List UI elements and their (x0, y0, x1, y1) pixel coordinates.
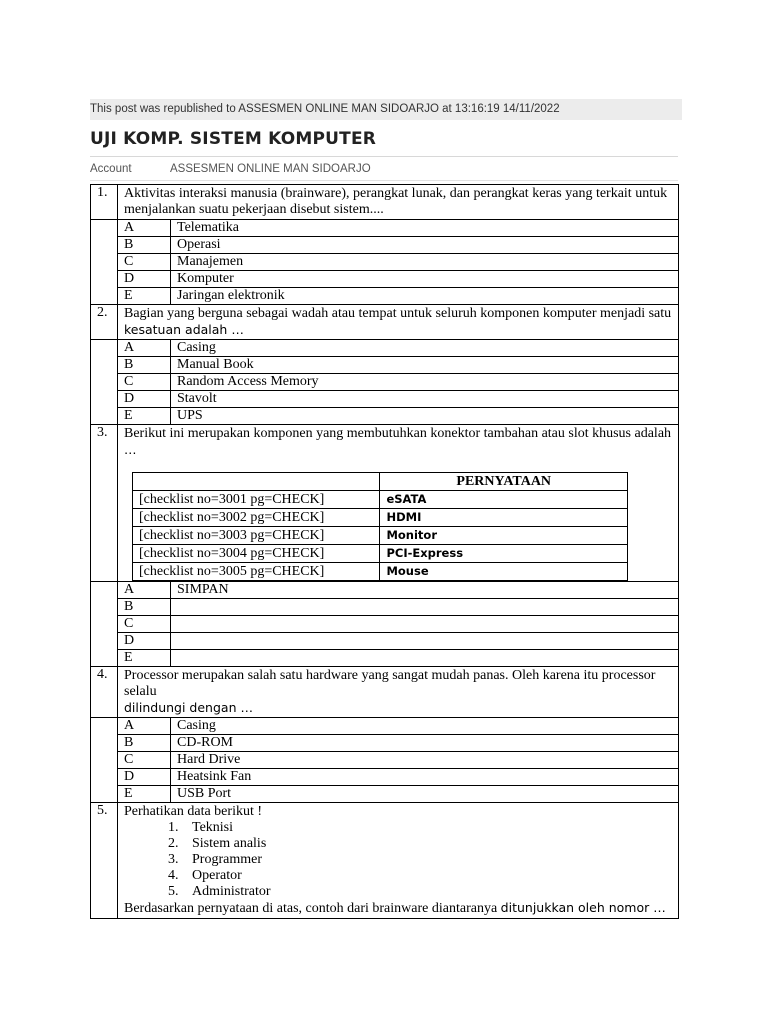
question-table (90, 184, 679, 919)
checklist-cell[interactable]: [checklist no=3004 pg=CHECK] (133, 545, 380, 563)
question-footer-text: Berdasarkan pernyataan di atas, contoh dari brainware diantaranya (124, 901, 498, 916)
option-row (91, 735, 679, 752)
question-number: 1. (91, 185, 118, 220)
question-row (91, 425, 679, 582)
list-text: Administrator (192, 884, 271, 899)
option-text (171, 616, 679, 633)
option-letter: C (118, 616, 171, 633)
statement-cell: PCI-Express (380, 545, 628, 563)
option-text: Manual Book (171, 357, 679, 374)
option-row (91, 357, 679, 374)
option-letter: A (118, 582, 171, 599)
option-row (91, 288, 679, 305)
question-number: 2. (91, 305, 118, 340)
statement-cell: Monitor (380, 527, 628, 545)
statement-header: PERNYATAAN (380, 473, 628, 491)
option-text: Casing (171, 340, 679, 357)
option-letter: B (118, 357, 171, 374)
option-text (171, 650, 679, 667)
list-number: 1. (168, 820, 179, 835)
divider (90, 156, 678, 157)
divider (90, 180, 678, 181)
option-letter: C (118, 752, 171, 769)
question-text: Aktivitas interaksi manusia (brainware), perangkat lunak, dan perangkat keras yang terkait untuk menjalankan suatu pekerjaan disebut sistem.... (118, 185, 679, 220)
statement-row (133, 527, 628, 545)
option-row (91, 391, 679, 408)
number-spacer (91, 582, 118, 667)
option-letter: A (118, 718, 171, 735)
option-letter: E (118, 408, 171, 425)
option-text: Casing (171, 718, 679, 735)
republish-banner-text: This post was republished to ASSESMEN ONLINE MAN SIDOARJO at 13:16:19 14/11/2022 (90, 103, 560, 115)
question-row (91, 185, 679, 220)
option-row (91, 271, 679, 288)
header-empty-cell (133, 473, 380, 491)
list-number: 5. (168, 884, 179, 899)
option-letter: C (118, 254, 171, 271)
option-letter: D (118, 633, 171, 650)
option-text: CD-ROM (171, 735, 679, 752)
option-row (91, 786, 679, 803)
statement-cell: HDMI (380, 509, 628, 527)
option-text: USB Port (171, 786, 679, 803)
option-text: Random Access Memory (171, 374, 679, 391)
question-cell (118, 803, 679, 919)
question-text: Bagian yang berguna sebagai wadah atau tempat untuk seluruh komponen komputer menjadi satu (124, 306, 672, 321)
question-row (91, 667, 679, 718)
list-item (168, 884, 672, 900)
list-text: Programmer (192, 852, 262, 867)
number-spacer (91, 220, 118, 305)
option-row (91, 718, 679, 735)
question-number: 4. (91, 667, 118, 718)
question-text-tail: dilindungi dengan … (124, 700, 253, 715)
option-text: Telematika (171, 220, 679, 237)
list-text: Sistem analis (192, 836, 267, 851)
list-item (168, 852, 672, 868)
list-item (168, 868, 672, 884)
statement-row (133, 491, 628, 509)
option-text (171, 599, 679, 616)
list-text: Operator (192, 868, 242, 883)
option-letter: B (118, 599, 171, 616)
statement-row (133, 509, 628, 527)
question-text: Processor merupakan salah satu hardware yang sangat mudah panas. Oleh karena itu processor selalu (124, 668, 656, 699)
list-number: 2. (168, 836, 179, 851)
option-letter: B (118, 237, 171, 254)
statement-header-row (133, 473, 628, 491)
option-letter: D (118, 769, 171, 786)
statement-row (133, 545, 628, 563)
question-text: Perhatikan data berikut ! (124, 804, 263, 819)
option-row (91, 254, 679, 271)
checklist-cell[interactable]: [checklist no=3003 pg=CHECK] (133, 527, 380, 545)
list-text: Teknisi (192, 820, 234, 835)
option-row (91, 374, 679, 391)
option-text: Komputer (171, 271, 679, 288)
number-spacer (91, 340, 118, 425)
statement-cell: Mouse (380, 563, 628, 581)
option-row (91, 650, 679, 667)
simpan-label[interactable]: SIMPAN (171, 582, 679, 599)
option-letter: D (118, 271, 171, 288)
option-row (91, 220, 679, 237)
option-row (91, 599, 679, 616)
question-footer-tail: ditunjukkan oleh nomor … (500, 900, 666, 915)
question-row (91, 803, 679, 919)
option-letter: C (118, 374, 171, 391)
checklist-cell[interactable]: [checklist no=3001 pg=CHECK] (133, 491, 380, 509)
option-text: Stavolt (171, 391, 679, 408)
list-number: 3. (168, 852, 179, 867)
list-item (168, 836, 672, 852)
statement-cell: eSATA (380, 491, 628, 509)
option-row (91, 616, 679, 633)
question-footer (124, 900, 672, 917)
option-row (91, 340, 679, 357)
option-letter: B (118, 735, 171, 752)
option-text: Operasi (171, 237, 679, 254)
statement-row (133, 563, 628, 581)
question-cell (118, 425, 679, 582)
option-letter: D (118, 391, 171, 408)
option-row (91, 752, 679, 769)
option-row (91, 408, 679, 425)
question-number: 5. (91, 803, 118, 919)
page-title: UJI KOMP. SISTEM KOMPUTER (90, 129, 377, 149)
numbered-list (124, 820, 672, 900)
list-item (168, 820, 672, 836)
option-letter: E (118, 786, 171, 803)
option-row (91, 769, 679, 786)
option-letter: A (118, 340, 171, 357)
republish-banner (90, 99, 682, 120)
account-value: ASSESMEN ONLINE MAN SIDOARJO (170, 163, 371, 175)
option-letter: E (118, 650, 171, 667)
statement-table (132, 472, 628, 581)
option-text (171, 633, 679, 650)
option-letter: A (118, 220, 171, 237)
account-label: Account (90, 163, 132, 175)
question-cell (118, 305, 679, 340)
question-row (91, 305, 679, 340)
option-row (91, 633, 679, 650)
question-text-tail: … (124, 442, 137, 457)
number-spacer (91, 718, 118, 803)
option-text: Jaringan elektronik (171, 288, 679, 305)
checklist-cell[interactable]: [checklist no=3002 pg=CHECK] (133, 509, 380, 527)
option-text: Heatsink Fan (171, 769, 679, 786)
option-row (91, 237, 679, 254)
option-text: Hard Drive (171, 752, 679, 769)
question-text-tail: kesatuan adalah … (124, 322, 244, 337)
question-cell (118, 667, 679, 718)
option-letter: E (118, 288, 171, 305)
account-meta (90, 163, 371, 175)
option-row (91, 582, 679, 599)
option-text: Manajemen (171, 254, 679, 271)
checklist-cell[interactable]: [checklist no=3005 pg=CHECK] (133, 563, 380, 581)
list-number: 4. (168, 868, 179, 883)
question-number: 3. (91, 425, 118, 582)
question-text: Berikut ini merupakan komponen yang membutuhkan konektor tambahan atau slot khusus adalah (124, 426, 672, 441)
option-text: UPS (171, 408, 679, 425)
